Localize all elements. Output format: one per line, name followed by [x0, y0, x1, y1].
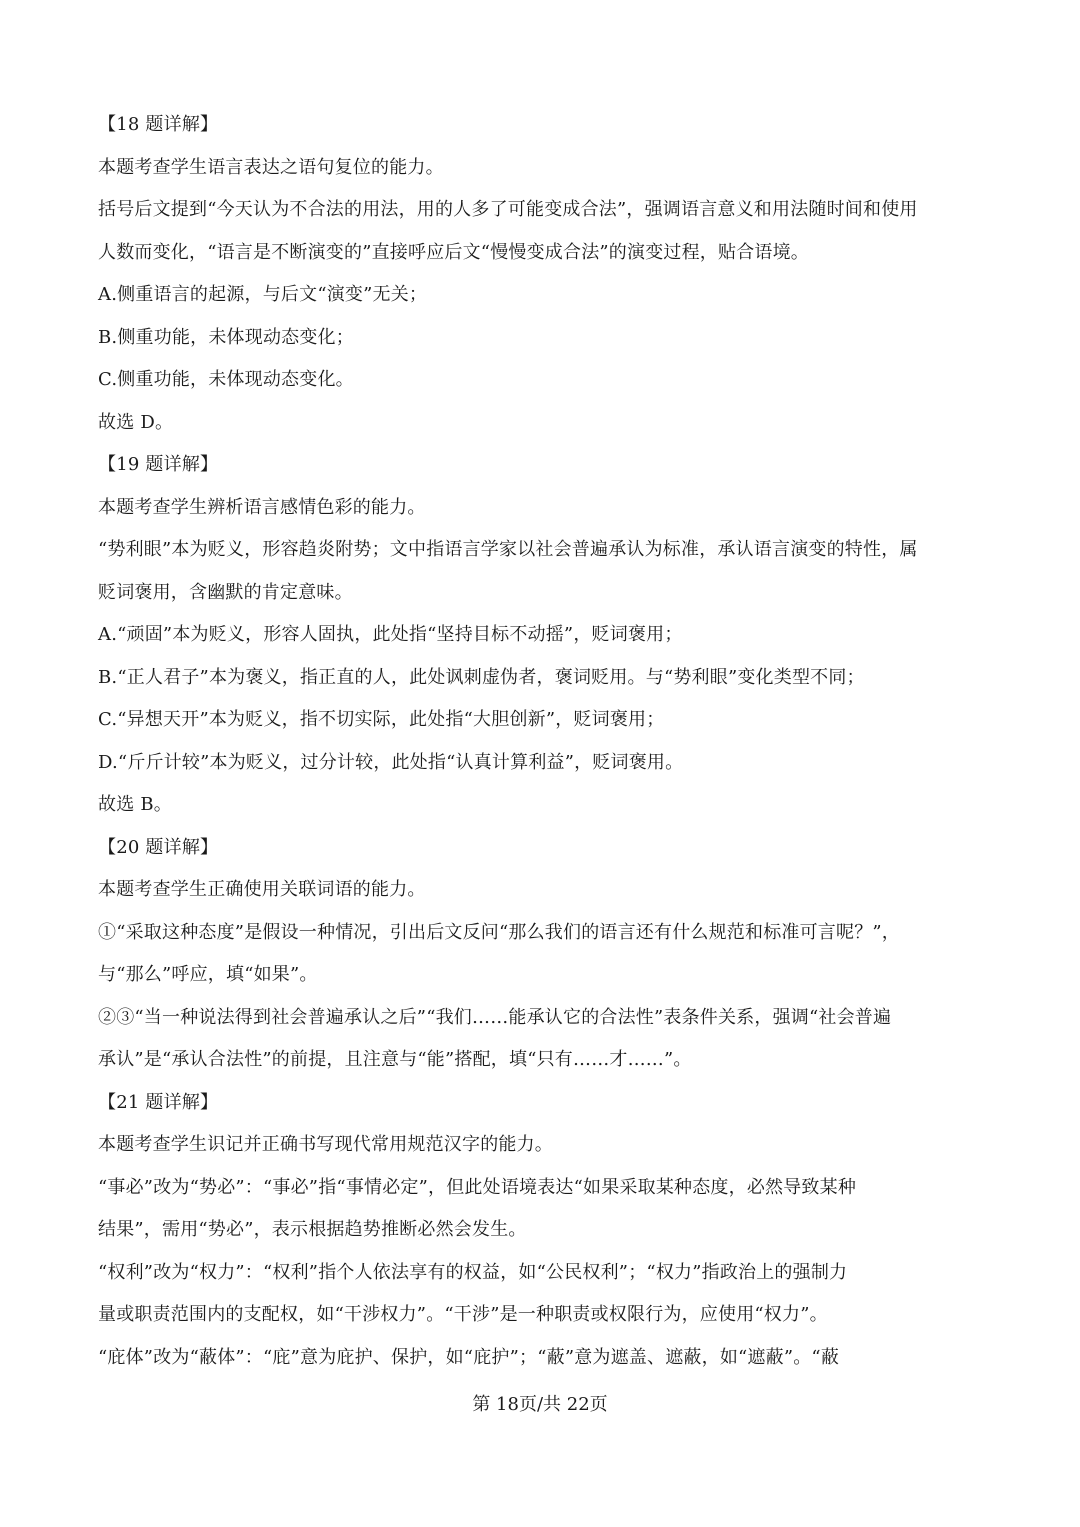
document-body: [98, 104, 984, 1379]
text-line: 贬词褒用，含幽默的肯定意味。: [98, 581, 353, 603]
text-line: 人数而变化，“语言是不断演变的”直接呼应后文“慢慢变成合法”的演变过程，贴合语境。: [98, 241, 810, 263]
text-line: 本题考查学生语言表达之语句复位的能力。: [98, 156, 444, 178]
text-line: 本题考查学生识记并正确书写现代常用规范汉字的能力。: [98, 1134, 553, 1155]
section-heading: 【20 题详解】: [98, 836, 219, 858]
section-heading: 【19 题详解】: [98, 454, 219, 475]
text-line: 括号后文提到“今天认为不合法的用法，用的人多了可能变成合法”，强调语言意义和用法随时间和使用: [98, 199, 918, 220]
text-line: 故选 B。: [98, 794, 172, 815]
text-line: “庇体”改为“蔽体”：“庇”意为庇护、保护，如“庇护”；“蔽”意为遮盖、遮蔽，如“遮蔽”。“蔽: [98, 1346, 840, 1368]
section-heading: 【18 题详解】: [98, 114, 219, 135]
text-line: C.侧重功能，未体现动态变化。: [98, 369, 354, 390]
text-line: “权利”改为“权力”：“权利”指个人依法享有的权益，如“公民权利”；“权力”指政治上的强制力: [98, 1261, 848, 1283]
text-line: D.“斤斤计较”本为贬义，过分计较，此处指“认真计算利益”，贬词褒用。: [98, 751, 684, 773]
text-line: A.“顽固”本为贬义，形容人固执，此处指“坚持目标不动摇”，贬词褒用；: [98, 624, 683, 645]
text-line: 结果”，需用“势必”，表示根据趋势推断必然会发生。: [98, 1219, 527, 1240]
page-footer: 第 18页/共 22页: [472, 1394, 608, 1415]
text-line: 本题考查学生辨析语言感情色彩的能力。: [98, 496, 426, 518]
text-line: “事必”改为“势必”：“事必”指“事情必定”，但此处语境表达“如果采取某种态度，必然导致某种: [98, 1176, 857, 1198]
text-line: B.侧重功能，未体现动态变化；: [98, 326, 354, 348]
text-line: 承认”是“承认合法性”的前提，且注意与“能”搭配，填“只有……才……”。: [98, 1049, 692, 1070]
section-heading: 【21 题详解】: [98, 1091, 219, 1113]
text-line: B.“正人君子”本为褒义，指正直的人，此处讽刺虚伪者，褒词贬用。与“势利眼”变化类型不同；: [98, 666, 865, 688]
text-line: “势利眼”本为贬义，形容趋炎附势；文中指语言学家以社会普遍承认为标准，承认语言演变的特性，属: [98, 539, 918, 560]
text-line: 故选 D。: [98, 411, 174, 433]
text-line: 与“那么”呼应，填“如果”。: [98, 964, 318, 985]
text-line: C.“异想天开”本为贬义，指不切实际，此处指“大胆创新”，贬词褒用；: [98, 709, 665, 730]
text-line: ①“采取这种态度”是假设一种情况，引出后文反问“那么我们的语言还有什么规范和标准可言呢？”，: [98, 921, 901, 943]
text-line: A.侧重语言的起源，与后文“演变”无关；: [98, 284, 428, 305]
text-line: 量或职责范围内的支配权，如“干涉权力”。“干涉”是一种职责或权限行为，应使用“权力”。: [98, 1304, 828, 1325]
text-line: ②③“当一种说法得到社会普遍承认之后”“我们……能承认它的合法性”表条件关系，强调“社会普遍: [98, 1006, 892, 1028]
text-line: 本题考查学生正确使用关联词语的能力。: [98, 879, 426, 900]
